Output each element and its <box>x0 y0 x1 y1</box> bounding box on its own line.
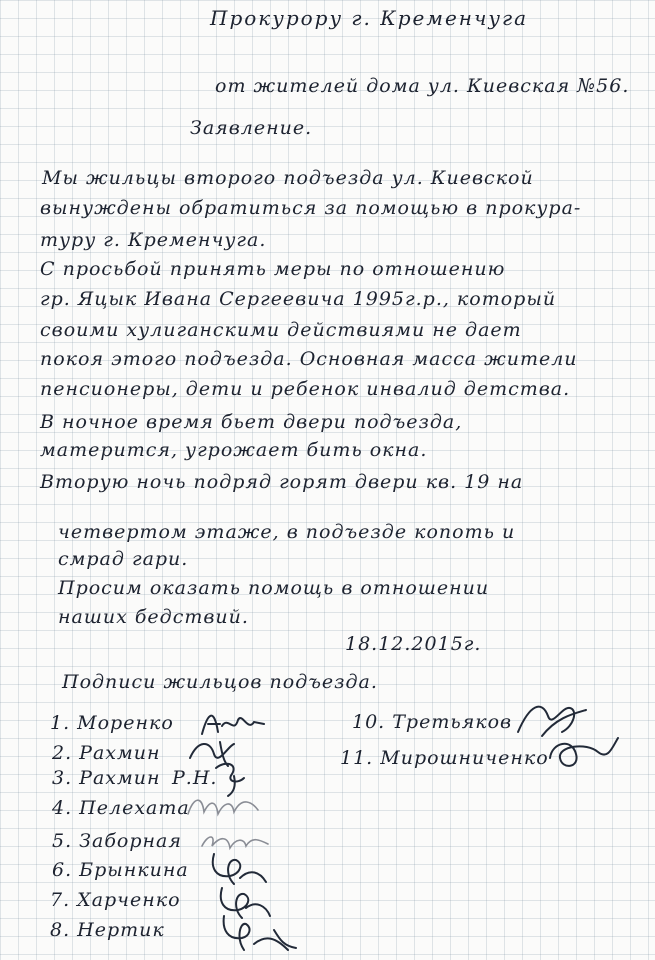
body-line: С просьбой принять меры по отношению <box>40 258 506 280</box>
body-line: пенсионеры, дети и ребенок инвалид детства. <box>40 378 571 400</box>
signature-entry-10: 10. Третьяков <box>352 711 513 733</box>
body-line: матерится, угрожает бить окна. <box>40 439 428 461</box>
sender-address: от жителей дома ул. Киевская №56. <box>215 75 630 97</box>
signature-entry-1: 1. Моренко <box>50 712 174 734</box>
date: 18.12.2015г. <box>345 633 482 655</box>
addressee: Прокурору г. Кременчуга <box>210 6 529 30</box>
signature-entry-6: 6. Брынкина <box>52 859 189 881</box>
handwritten-signature-4 <box>182 790 266 824</box>
body-line: своими хулиганскими действиями не дает <box>40 319 522 341</box>
document-title: Заявление. <box>190 117 313 139</box>
handwritten-signature-8 <box>214 908 304 958</box>
signature-entry-4: 4. Пелехата <box>52 797 190 819</box>
signatures-heading: Подписи жильцов подъезда. <box>62 671 378 693</box>
signature-entry-8: 8. Нертик <box>50 919 165 941</box>
body-line: вынуждены обратиться за помощью в прокура- <box>40 197 582 219</box>
body-line: наших бедствий. <box>58 606 249 628</box>
body-line: Вторую ночь подряд горят двери кв. 19 на <box>40 471 524 493</box>
body-line: туру г. Кременчуга. <box>40 229 267 251</box>
signature-entry-7: 7. Харченко <box>50 889 181 911</box>
body-line: покоя этого подъезда. Основная масса жители <box>40 348 578 370</box>
body-line: смрад гари. <box>58 548 189 570</box>
signature-entry-2: 2. Рахмин <box>52 742 161 764</box>
body-line: гр. Яцык Ивана Сергеевича 1995г.р., который <box>40 288 557 310</box>
body-line: Просим оказать помощь в отношении <box>58 577 490 599</box>
handwritten-signature-11 <box>542 728 622 778</box>
handwritten-signature-1 <box>198 706 270 740</box>
body-line: Мы жильцы второго подъезда ул. Киевской <box>42 167 534 189</box>
body-line: В ночное время бьет двери подъезда, <box>40 411 463 433</box>
signature-entry-11: 11. Мирошниченко <box>340 747 549 769</box>
signature-entry-3-initials: Р.Н. <box>172 767 218 789</box>
signature-entry-3: 3. Рахмин <box>52 767 161 789</box>
signature-entry-5: 5. Заборная <box>52 830 182 852</box>
body-line: четвертом этаже, в подъезде копоть и <box>58 521 516 543</box>
